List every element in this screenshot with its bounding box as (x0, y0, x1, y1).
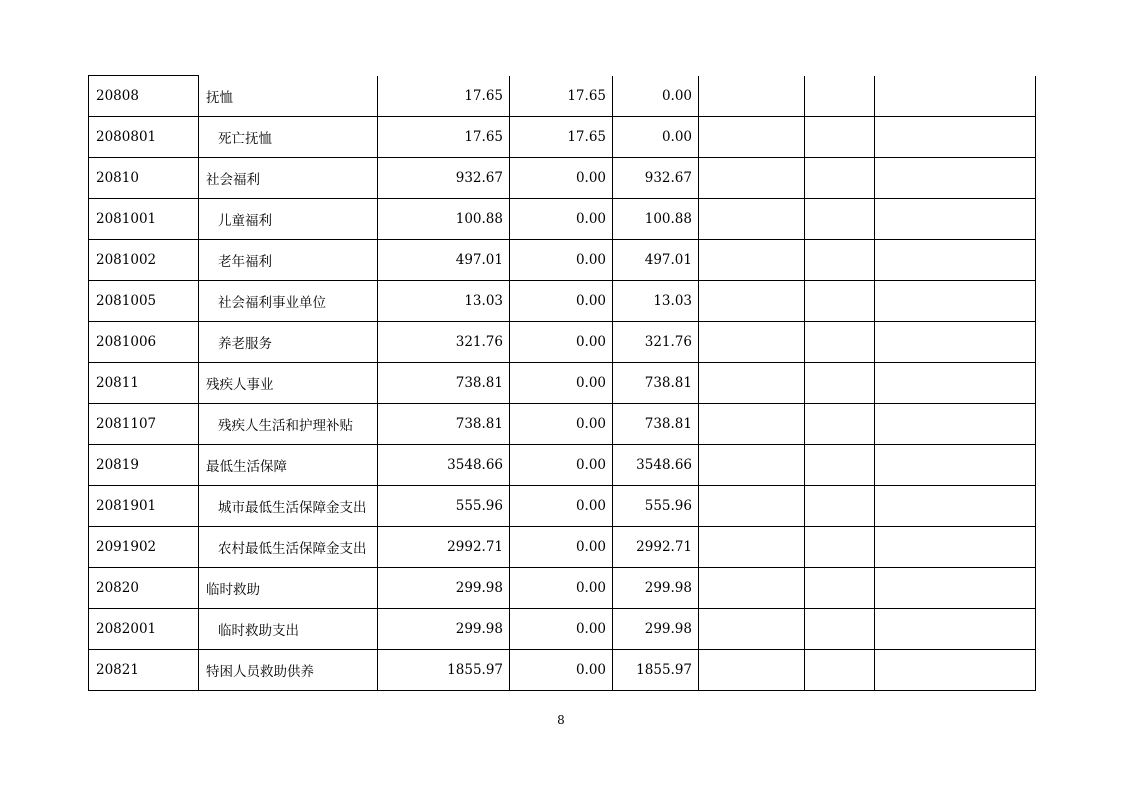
cell-basic: 0.00 (510, 363, 613, 404)
table-row (89, 650, 1036, 691)
cell-empty (699, 363, 805, 404)
cell-code: 20821 (89, 650, 199, 691)
page-number: 8 (557, 713, 565, 727)
cell-project: 3548.66 (613, 445, 699, 486)
cell-code: 2081002 (89, 240, 199, 281)
cell-total: 13.03 (378, 281, 510, 322)
table-row (89, 568, 1036, 609)
table-row (89, 486, 1036, 527)
cell-empty (699, 117, 805, 158)
cell-project: 555.96 (613, 486, 699, 527)
cell-code: 20820 (89, 568, 199, 609)
cell-basic: 0.00 (510, 568, 613, 609)
cell-total: 100.88 (378, 199, 510, 240)
cell-total: 299.98 (378, 609, 510, 650)
cell-project: 738.81 (613, 404, 699, 445)
cell-empty (699, 445, 805, 486)
cell-project: 1855.97 (613, 650, 699, 691)
cell-code: 2081005 (89, 281, 199, 322)
cell-basic: 0.00 (510, 404, 613, 445)
cell-name: 儿童福利 (199, 199, 378, 240)
cell-empty (699, 76, 805, 117)
cell-name: 社会福利事业单位 (199, 281, 378, 322)
cell-name: 临时救助支出 (199, 609, 378, 650)
cell-empty (699, 650, 805, 691)
cell-code: 2081001 (89, 199, 199, 240)
table-row (89, 199, 1036, 240)
cell-empty (699, 609, 805, 650)
cell-total: 738.81 (378, 363, 510, 404)
cell-empty (805, 240, 875, 281)
cell-name: 特困人员救助供养 (199, 650, 378, 691)
cell-empty (875, 240, 1036, 281)
cell-basic: 0.00 (510, 158, 613, 199)
cell-total: 555.96 (378, 486, 510, 527)
cell-basic: 0.00 (510, 609, 613, 650)
cell-empty (699, 199, 805, 240)
cell-empty (875, 445, 1036, 486)
cell-basic: 0.00 (510, 527, 613, 568)
cell-empty (699, 404, 805, 445)
cell-empty (875, 158, 1036, 199)
cell-empty (875, 527, 1036, 568)
cell-empty (875, 568, 1036, 609)
cell-basic: 0.00 (510, 486, 613, 527)
cell-code: 20811 (89, 363, 199, 404)
cell-empty (875, 199, 1036, 240)
cell-basic: 0.00 (510, 650, 613, 691)
cell-code: 2082001 (89, 609, 199, 650)
cell-code: 20819 (89, 445, 199, 486)
cell-empty (805, 117, 875, 158)
cell-name: 社会福利 (199, 158, 378, 199)
cell-code: 2091902 (89, 527, 199, 568)
cell-empty (875, 76, 1036, 117)
table-row (89, 527, 1036, 568)
cell-empty (875, 650, 1036, 691)
cell-name: 残疾人事业 (199, 363, 378, 404)
table-body (89, 76, 1036, 691)
cell-total: 738.81 (378, 404, 510, 445)
cell-empty (699, 486, 805, 527)
cell-empty (875, 404, 1036, 445)
cell-empty (875, 609, 1036, 650)
table-row (89, 158, 1036, 199)
cell-basic: 0.00 (510, 322, 613, 363)
cell-empty (699, 281, 805, 322)
cell-project: 299.98 (613, 568, 699, 609)
cell-project: 299.98 (613, 609, 699, 650)
cell-empty (805, 158, 875, 199)
cell-code: 2081006 (89, 322, 199, 363)
cell-empty (805, 609, 875, 650)
cell-project: 2992.71 (613, 527, 699, 568)
table-row (89, 240, 1036, 281)
table-row (89, 281, 1036, 322)
cell-basic: 17.65 (510, 76, 613, 117)
cell-empty (699, 240, 805, 281)
cell-total: 3548.66 (378, 445, 510, 486)
cell-empty (805, 281, 875, 322)
table-row (89, 117, 1036, 158)
cell-project: 13.03 (613, 281, 699, 322)
cell-project: 0.00 (613, 117, 699, 158)
cell-empty (805, 76, 875, 117)
cell-empty (805, 363, 875, 404)
cell-total: 497.01 (378, 240, 510, 281)
cell-basic: 0.00 (510, 445, 613, 486)
cell-empty (805, 445, 875, 486)
cell-code: 20810 (89, 158, 199, 199)
cell-empty (875, 117, 1036, 158)
cell-empty (805, 199, 875, 240)
cell-name: 抚恤 (199, 76, 378, 117)
cell-project: 497.01 (613, 240, 699, 281)
cell-project: 738.81 (613, 363, 699, 404)
cell-basic: 0.00 (510, 281, 613, 322)
cell-code: 2081901 (89, 486, 199, 527)
cell-total: 17.65 (378, 76, 510, 117)
cell-project: 100.88 (613, 199, 699, 240)
table-row (89, 445, 1036, 486)
cell-basic: 0.00 (510, 240, 613, 281)
cell-name: 死亡抚恤 (199, 117, 378, 158)
table-row (89, 363, 1036, 404)
cell-total: 932.67 (378, 158, 510, 199)
cell-project: 0.00 (613, 76, 699, 117)
cell-empty (875, 486, 1036, 527)
cell-name: 城市最低生活保障金支出 (199, 486, 378, 527)
cell-name: 临时救助 (199, 568, 378, 609)
cell-code: 2081107 (89, 404, 199, 445)
cell-empty (699, 158, 805, 199)
cell-empty (699, 527, 805, 568)
cell-empty (805, 486, 875, 527)
cell-project: 932.67 (613, 158, 699, 199)
cell-project: 321.76 (613, 322, 699, 363)
table-row (89, 609, 1036, 650)
cell-empty (875, 281, 1036, 322)
cell-name: 农村最低生活保障金支出 (199, 527, 378, 568)
cell-total: 299.98 (378, 568, 510, 609)
cell-total: 1855.97 (378, 650, 510, 691)
cell-empty (805, 527, 875, 568)
cell-empty (805, 322, 875, 363)
cell-total: 17.65 (378, 117, 510, 158)
cell-code: 2080801 (89, 117, 199, 158)
cell-total: 321.76 (378, 322, 510, 363)
cell-empty (805, 650, 875, 691)
cell-empty (699, 568, 805, 609)
table-row (89, 76, 1036, 117)
cell-name: 残疾人生活和护理补贴 (199, 404, 378, 445)
cell-empty (699, 322, 805, 363)
cell-name: 老年福利 (199, 240, 378, 281)
cell-empty (875, 363, 1036, 404)
cell-code: 20808 (89, 76, 199, 117)
cell-name: 养老服务 (199, 322, 378, 363)
cell-empty (805, 404, 875, 445)
cell-empty (805, 568, 875, 609)
cell-total: 2992.71 (378, 527, 510, 568)
cell-basic: 0.00 (510, 199, 613, 240)
budget-table (88, 75, 1036, 691)
cell-basic: 17.65 (510, 117, 613, 158)
cell-empty (875, 322, 1036, 363)
cell-name: 最低生活保障 (199, 445, 378, 486)
table-row (89, 322, 1036, 363)
table-row (89, 404, 1036, 445)
